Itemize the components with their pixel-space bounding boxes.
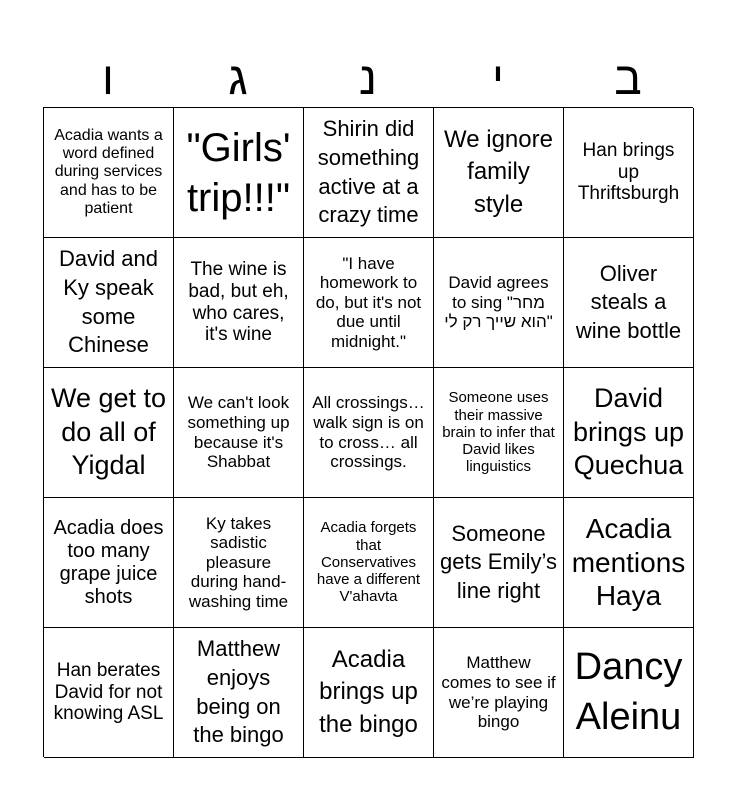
bingo-cell-r5-c3[interactable]: Acadia brings up the bingo	[304, 628, 434, 758]
header-letter-nun: נ	[359, 52, 377, 104]
bingo-cell-r5-c2[interactable]: Matthew enjoys being on the bingo	[174, 628, 304, 758]
bingo-cell-r5-c1[interactable]: Han berates David for not knowing ASL	[44, 628, 174, 758]
header-letter-vav: ו	[102, 52, 114, 104]
bingo-cell-r3-c4[interactable]: Someone uses their massive brain to infer that David likes linguistics	[434, 368, 564, 498]
bingo-cell-r2-c1[interactable]: David and Ky speak some Chinese	[44, 238, 174, 368]
bingo-cell-r2-c3[interactable]: "I have homework to do, but it's not due until midnight."	[304, 238, 434, 368]
bingo-cell-r4-c3[interactable]: Acadia forgets that Conservatives have a different V'ahavta	[304, 498, 434, 628]
bingo-cell-r4-c5[interactable]: Acadia mentions Haya	[564, 498, 694, 628]
bingo-header	[43, 50, 693, 106]
bingo-cell-r3-c3[interactable]: All crossings… walk sign is on to cross… all crossings.	[304, 368, 434, 498]
bingo-cell-r5-c5[interactable]: Dancy Aleinu	[564, 628, 694, 758]
bingo-cell-r1-c4[interactable]: We ignore family style	[434, 108, 564, 238]
header-letter-gimel: ג	[228, 52, 248, 104]
bingo-cell-r2-c5[interactable]: Oliver steals a wine bottle	[564, 238, 694, 368]
bingo-cell-r3-c2[interactable]: We can't look something up because it's Shabbat	[174, 368, 304, 498]
bingo-cell-r1-c2[interactable]: "Girls' trip!!!"	[174, 108, 304, 238]
bingo-cell-r3-c5[interactable]: David brings up Quechua	[564, 368, 694, 498]
bingo-cell-r3-c1[interactable]: We get to do all of Yigdal	[44, 368, 174, 498]
bingo-cell-r5-c4[interactable]: Matthew comes to see if we’re playing bingo	[434, 628, 564, 758]
bingo-cell-r2-c4[interactable]: David agrees to sing "מחר הוא שייך רק לי"	[434, 238, 564, 368]
bingo-cell-r4-c4[interactable]: Someone gets Emily’s line right	[434, 498, 564, 628]
header-letter-bet: ב	[614, 52, 642, 104]
bingo-cell-r2-c2[interactable]: The wine is bad, but eh, who cares, it's wine	[174, 238, 304, 368]
bingo-board	[43, 107, 693, 757]
bingo-cell-r4-c1[interactable]: Acadia does too many grape juice shots	[44, 498, 174, 628]
bingo-cell-r4-c2[interactable]: Ky takes sadistic pleasure during hand-washing time	[174, 498, 304, 628]
header-letter-yod: י	[492, 52, 504, 104]
bingo-cell-r1-c3[interactable]: Shirin did something active at a crazy time	[304, 108, 434, 238]
bingo-cell-r1-c5[interactable]: Han brings up Thriftsburgh	[564, 108, 694, 238]
bingo-cell-r1-c1[interactable]: Acadia wants a word defined during services and has to be patient	[44, 108, 174, 238]
